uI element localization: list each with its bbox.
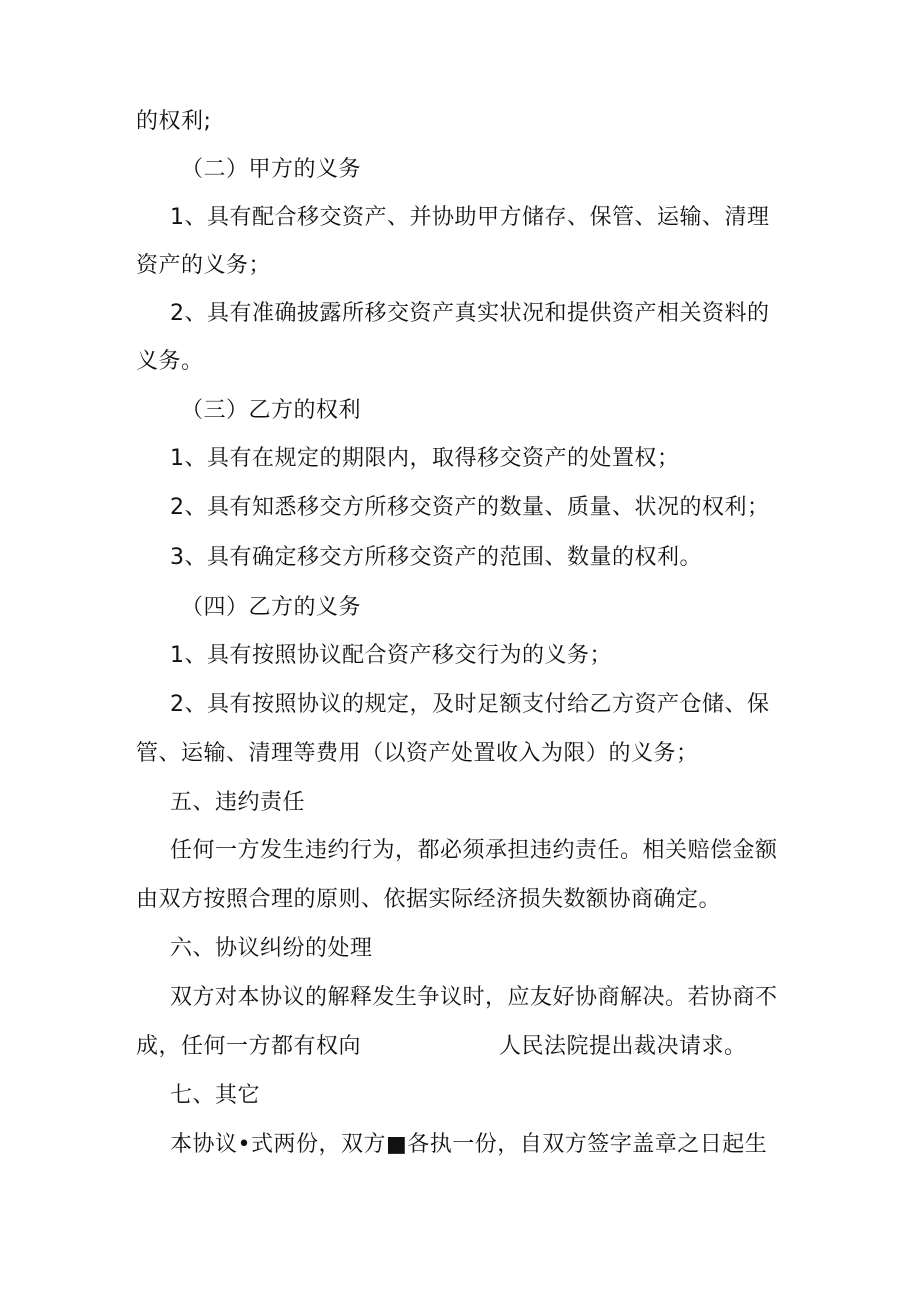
text-line: 双方对本协议的解释发生争议时，应友好协商解决。若协商不 <box>170 985 778 1010</box>
text-line: 3、具有确定移交方所移交资产的范围、数量的权利。 <box>170 545 702 570</box>
text-line: 1、具有在规定的期限内，取得移交资产的处置权； <box>170 446 680 471</box>
text-line: 本协议•式两份，双方■各执一份，自双方签字盖章之日起生 <box>170 1132 768 1157</box>
section-heading: 五、违约责任 <box>170 790 306 815</box>
text-line: 义务。 <box>136 349 204 374</box>
text-fragment: 成，任何一方都有权向 <box>136 1034 362 1059</box>
text-line: 管、运输、清理等费用（以资产处置收入为限）的义务； <box>136 741 699 766</box>
text-line: 任何一方发生违约行为，都必须承担违约责任。相关赔偿金额 <box>170 838 778 863</box>
section-heading: 七、其它 <box>170 1083 261 1108</box>
text-line <box>136 1032 747 1062</box>
text-fragment: 人民法院提出裁决请求。 <box>499 1034 747 1059</box>
text-line: 由双方按照合理的原则、依据实际经济损失数额协商确定。 <box>136 887 722 912</box>
text-line: 2、具有按照协议的规定，及时足额支付给乙方资产仓储、保 <box>170 692 770 717</box>
text-line: 2、具有知悉移交方所移交资产的数量、质量、状况的权利； <box>170 495 770 520</box>
text-line: 2、具有准确披露所移交资产真实状况和提供资产相关资料的 <box>170 301 770 326</box>
text-line: 1、具有配合移交资产、并协助甲方储存、保管、运输、清理 <box>170 205 770 230</box>
text-line: 1、具有按照协议配合资产移交行为的义务； <box>170 643 612 668</box>
section-heading: 六、协议纠纷的处理 <box>170 936 373 961</box>
text-line: 资产的义务； <box>136 253 272 278</box>
text-line: 的权利; <box>136 109 212 134</box>
section-heading: （二）甲方的义务 <box>181 157 362 182</box>
section-heading: （三）乙方的权利 <box>181 398 362 423</box>
section-heading: （四）乙方的义务 <box>181 595 362 620</box>
